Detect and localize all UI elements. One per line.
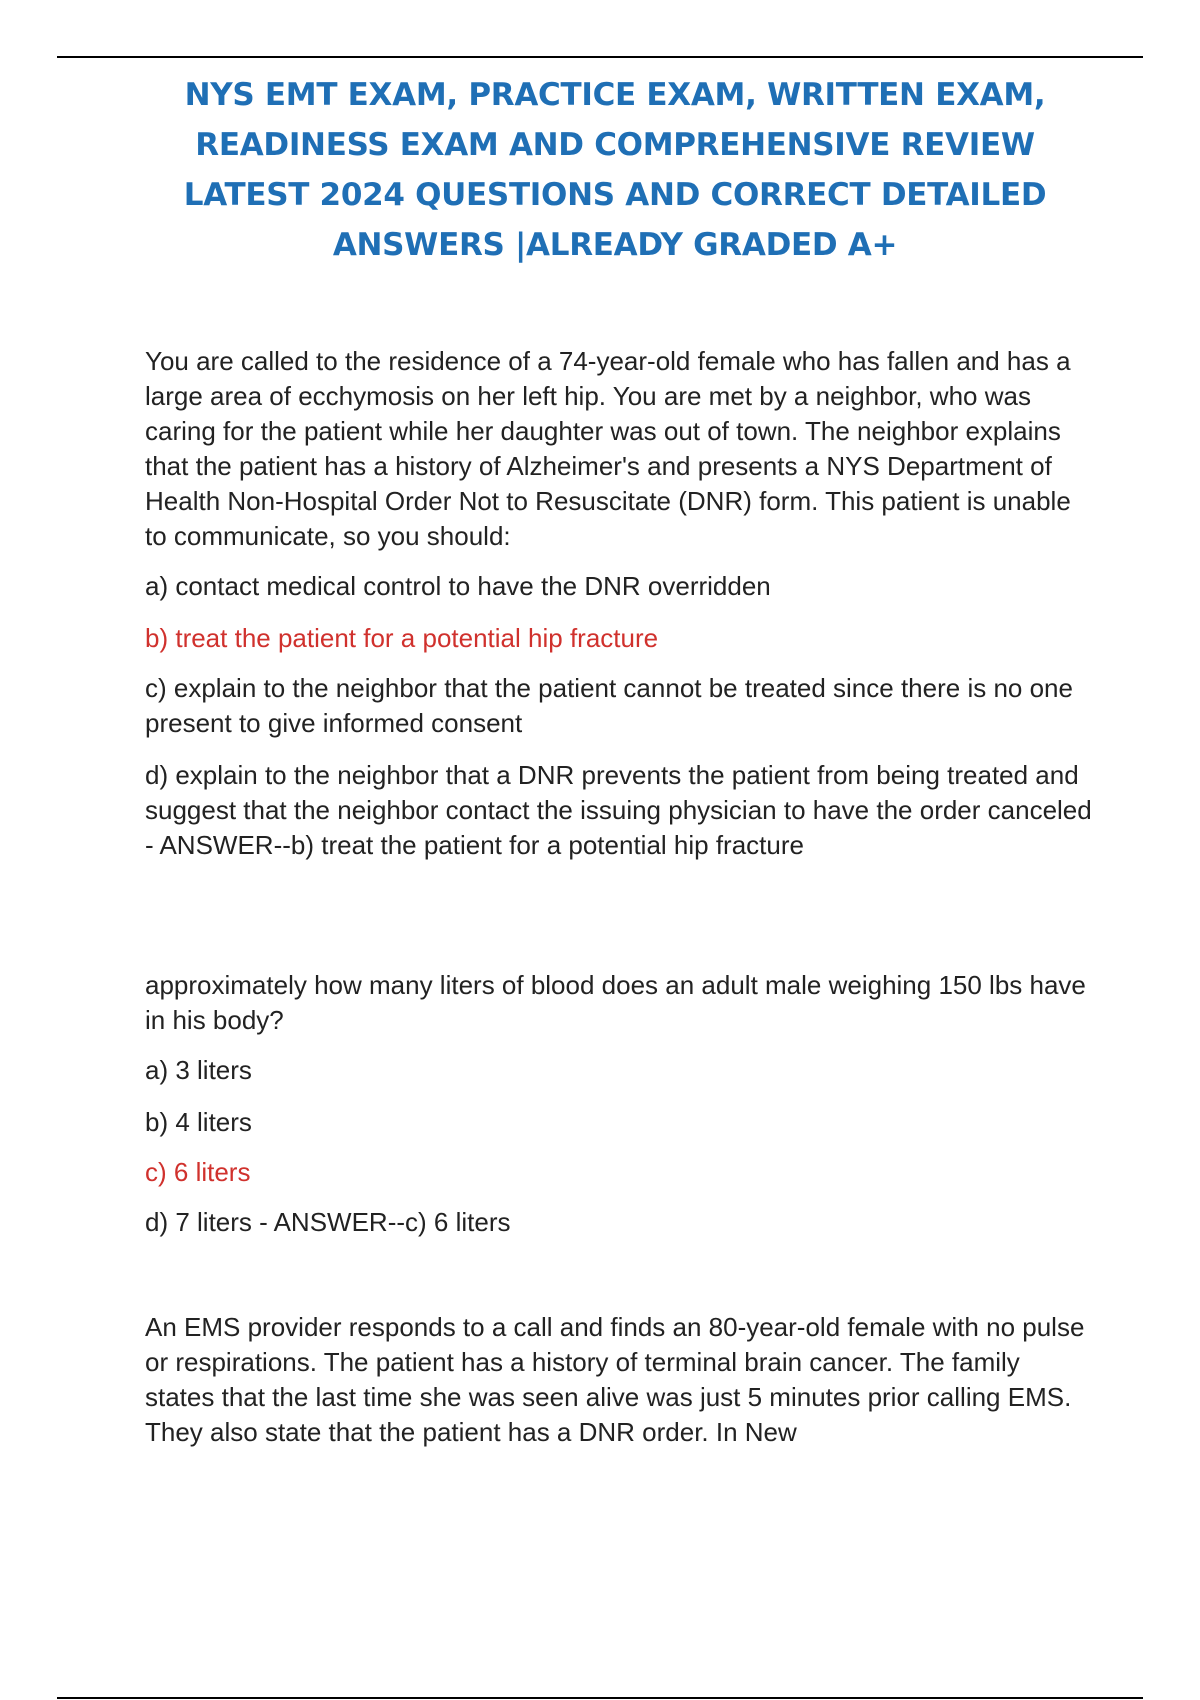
question-1-option-a: a) contact medical control to have the DNR overridden — [145, 571, 771, 601]
top-rule — [57, 56, 1143, 58]
title-line-2: READINESS EXAM AND COMPREHENSIVE REVIEW — [195, 127, 1035, 163]
question-2-stem: approximately how many liters of blood does an adult male weighing 150 lbs have in his body? — [145, 970, 1086, 1035]
question-3-stem: An EMS provider responds to a call and finds an 80-year-old female with no pulse or respirations. The patient has a history of terminal brain cancer. The family states that the last time she was seen alive was just 5 minutes prior calling EMS. They also state that the patient has a DNR order. In New — [145, 1312, 1085, 1447]
question-2-option-c-correct: c) 6 liters — [145, 1157, 251, 1187]
question-1-option-b-correct: b) treat the patient for a potential hip fracture — [145, 623, 659, 653]
question-1-option-d-with-answer: d) explain to the neighbor that a DNR prevents the patient from being treated and suggest that the neighbor contact the issuing physician to have the order canceled - ANSWER--b) treat the patient for a potential hip fracture — [145, 760, 1092, 860]
title-line-1: NYS EMT EXAM, PRACTICE EXAM, WRITTEN EXAM, — [184, 77, 1046, 113]
document-title — [120, 70, 1110, 270]
question-1-option-c: c) explain to the neighbor that the patient cannot be treated since there is no one present to give informed consent — [145, 673, 1073, 738]
question-1-stem: You are called to the residence of a 74-year-old female who has fallen and has a large area of ecchymosis on her left hip. You are met by a neighbor, who was caring for the patient while her daughter was out of town. The neighbor explains that the patient has a history of Alzheimer's and presents a NYS Department of Health Non-Hospital Order Not to Resuscitate (DNR) form. This patient is unable to communicate, so you should: — [145, 346, 1071, 551]
question-2-option-b: b) 4 liters — [145, 1107, 252, 1137]
title-line-4: ANSWERS |ALREADY GRADED A+ — [332, 227, 898, 263]
title-line-3: LATEST 2024 QUESTIONS AND CORRECT DETAILED — [183, 177, 1047, 213]
question-3 — [145, 1310, 1095, 1450]
question-2-option-a: a) 3 liters — [145, 1055, 252, 1085]
question-2 — [145, 968, 1095, 1240]
bottom-rule — [57, 1697, 1143, 1699]
question-2-option-d-with-answer: d) 7 liters - ANSWER--c) 6 liters — [145, 1207, 511, 1237]
question-1 — [145, 344, 1095, 863]
